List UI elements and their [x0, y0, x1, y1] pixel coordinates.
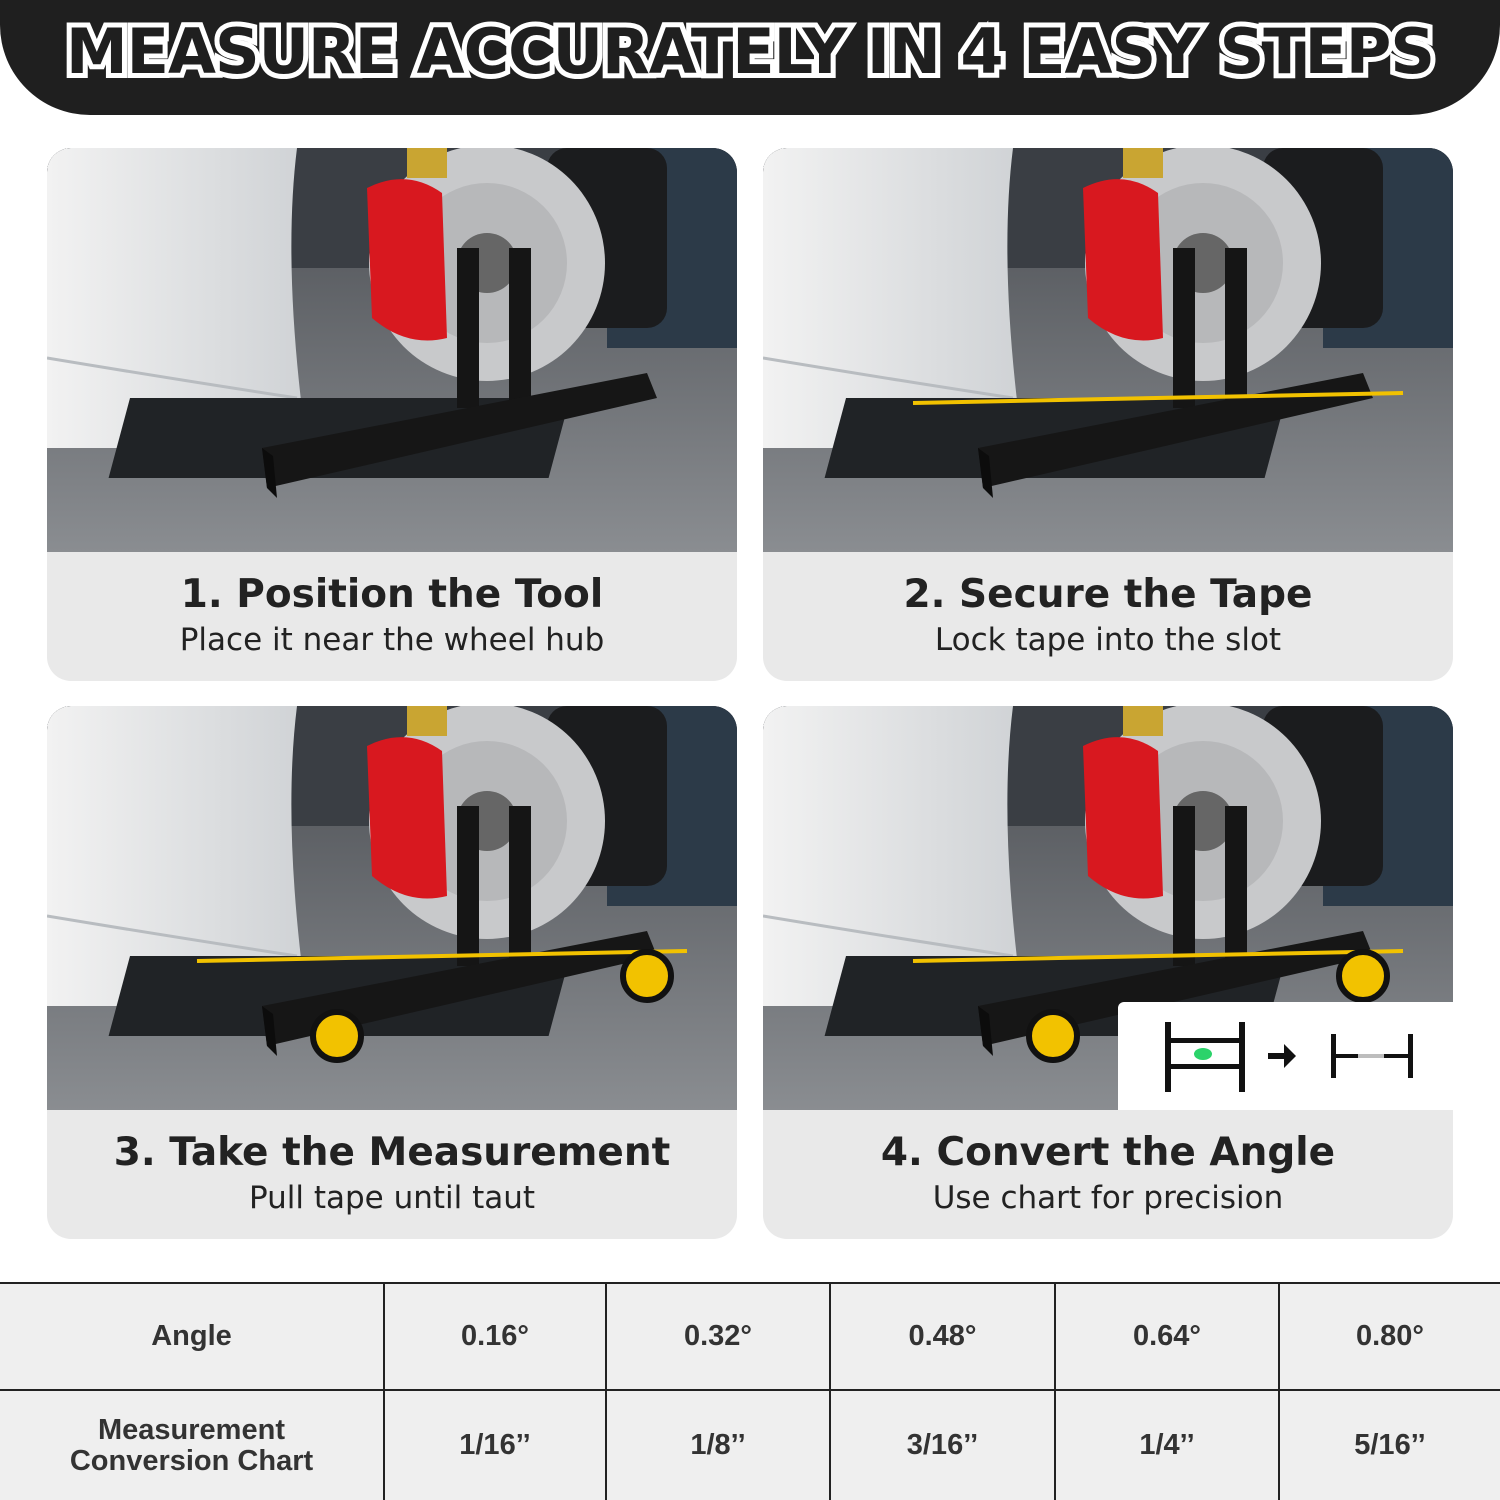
- step-2-photo: [763, 148, 1453, 552]
- step-3-photo: [47, 706, 737, 1110]
- bubble-level-icon: [1165, 1022, 1245, 1092]
- measurement-cell: 1/16’’: [384, 1390, 606, 1500]
- step-card-1: [47, 148, 737, 681]
- angle-row-header: Angle: [0, 1283, 384, 1390]
- measurement-cell: 3/16’’: [830, 1390, 1055, 1500]
- step-3-description: Pull tape until taut: [248, 1180, 536, 1216]
- step-2-description: Lock tape into the slot: [934, 622, 1282, 658]
- measurement-header-line-2: Conversion Chart: [69, 1444, 314, 1477]
- step-1-photo: [47, 148, 737, 552]
- level-conversion-inset: [1118, 1002, 1453, 1110]
- arrow-right-icon: [1268, 1044, 1296, 1068]
- measurement-row-header: [0, 1390, 384, 1500]
- step-card-3: [47, 706, 737, 1239]
- step-card-2: [763, 148, 1453, 681]
- measurement-cell: 1/4’’: [1055, 1390, 1279, 1500]
- angle-cell: 0.80°: [1279, 1283, 1500, 1390]
- measurement-cell: 1/8’’: [606, 1390, 830, 1500]
- angle-cell: 0.64°: [1055, 1283, 1279, 1390]
- measurement-header-line-1: Measurement: [98, 1413, 285, 1446]
- angle-cell: 0.32°: [606, 1283, 830, 1390]
- step-3-title: 3. Take the Measurement: [113, 1130, 671, 1175]
- measurement-row: [0, 1390, 1500, 1500]
- angle-cell: 0.16°: [384, 1283, 606, 1390]
- step-2-title: 2. Secure the Tape: [903, 572, 1313, 617]
- step-4-title: 4. Convert the Angle: [880, 1130, 1336, 1175]
- step-1-title: 1. Position the Tool: [180, 572, 604, 617]
- step-card-4: [763, 706, 1453, 1239]
- straight-line-icon: [1331, 1034, 1413, 1078]
- angle-cell: 0.48°: [830, 1283, 1055, 1390]
- title-banner: [0, 0, 1500, 115]
- conversion-chart: [0, 1282, 1500, 1500]
- step-1-description: Place it near the wheel hub: [179, 622, 605, 658]
- measurement-cell: 5/16’’: [1279, 1390, 1500, 1500]
- page-title: MEASURE ACCURATELY IN 4 EASY STEPS: [65, 15, 1435, 88]
- step-4-description: Use chart for precision: [932, 1180, 1284, 1216]
- angle-row: [0, 1283, 1500, 1390]
